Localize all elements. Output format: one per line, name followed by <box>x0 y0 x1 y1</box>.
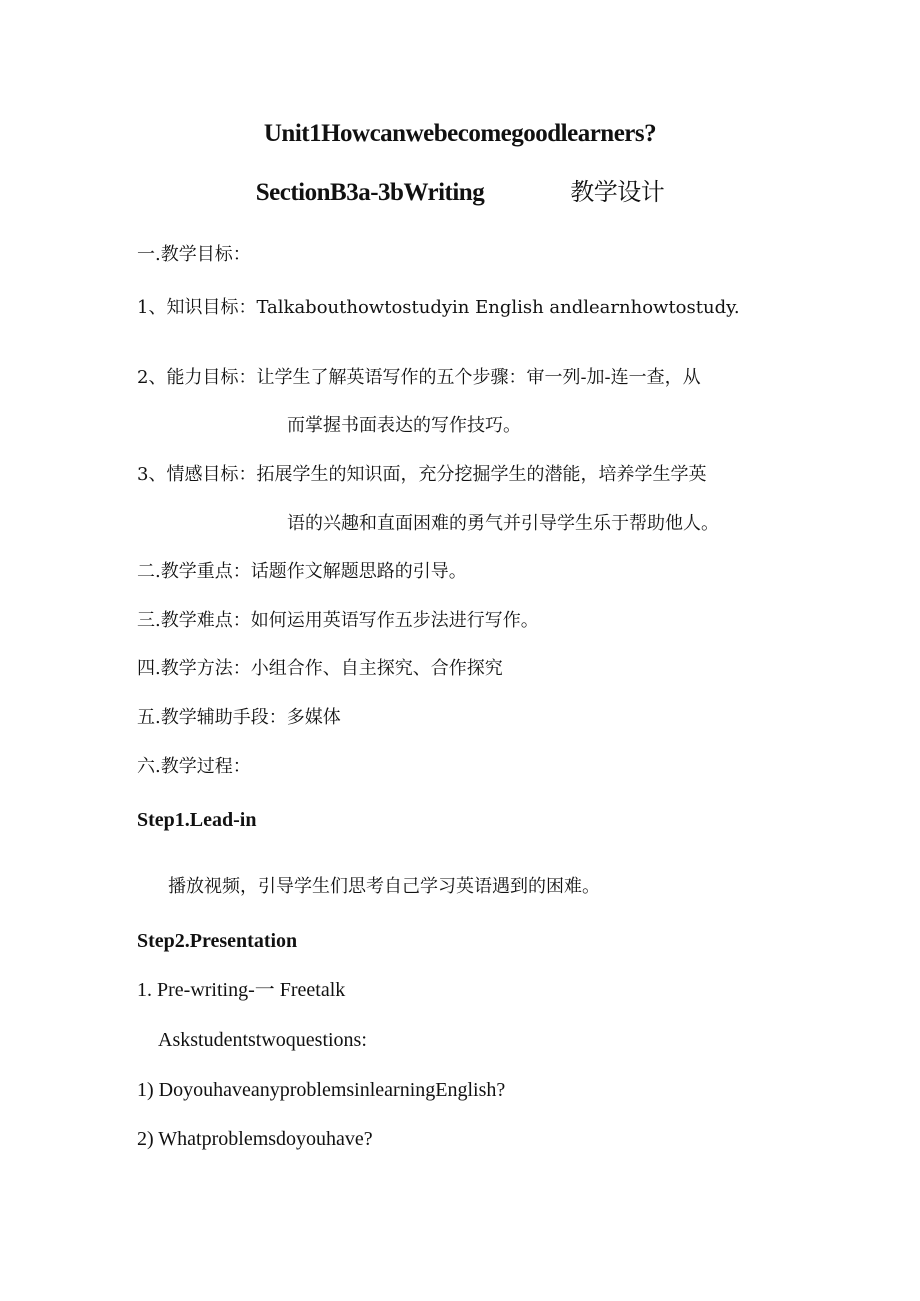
step1-text: 播放视频，引导学生们思考自己学习英语遇到的困难。 <box>168 876 600 897</box>
objective-knowledge: 1、知识目标：Talkabouthowtostudyin English andlearnhowtostudy. <box>137 297 740 318</box>
title-line-2 <box>0 172 920 207</box>
teaching-aids: 五.教学辅助手段：多媒体 <box>137 707 341 728</box>
question-2: 2) Whatproblemsdoyouhave? <box>137 1128 373 1150</box>
objective-emotion-line1: 3、情感目标：拓展学生的知识面，充分挖掘学生的潜能，培养学生学英 <box>137 464 707 485</box>
teaching-process: 六.教学过程： <box>137 756 251 777</box>
difficulties: 三.教学难点：如何运用英语写作五步法进行写作。 <box>137 610 539 631</box>
question-1: 1) DoyouhaveanyproblemsinlearningEnglish? <box>137 1079 506 1101</box>
objectives-heading: 一.教学目标： <box>137 244 251 265</box>
objective-ability-line1: 2、能力目标：让学生了解英语写作的五个步骤：审一列-加-连一查，从 <box>137 367 701 388</box>
title-teaching-design: 教学设计 <box>570 178 665 206</box>
title-section: SectionB3a-3bWriting <box>255 179 485 206</box>
key-points: 二.教学重点：话题作文解题思路的引导。 <box>137 561 467 582</box>
objective-ability-line2: 而掌握书面表达的写作技巧。 <box>287 415 521 436</box>
ask-students: Askstudentstwoquestions: <box>158 1029 367 1051</box>
step2-heading: Step2.Presentation <box>137 930 298 952</box>
objective-emotion-line2: 语的兴趣和直面困难的勇气并引导学生乐于帮助他人。 <box>287 513 719 534</box>
pre-writing-item: 1. Pre-writing-一 Freetalk <box>137 979 346 1001</box>
title-line-1: Unit1Howcanwebecomegoodlearners? <box>263 120 657 147</box>
teaching-methods: 四.教学方法：小组合作、自主探究、合作探究 <box>137 658 503 679</box>
step1-heading: Step1.Lead-in <box>137 809 257 831</box>
